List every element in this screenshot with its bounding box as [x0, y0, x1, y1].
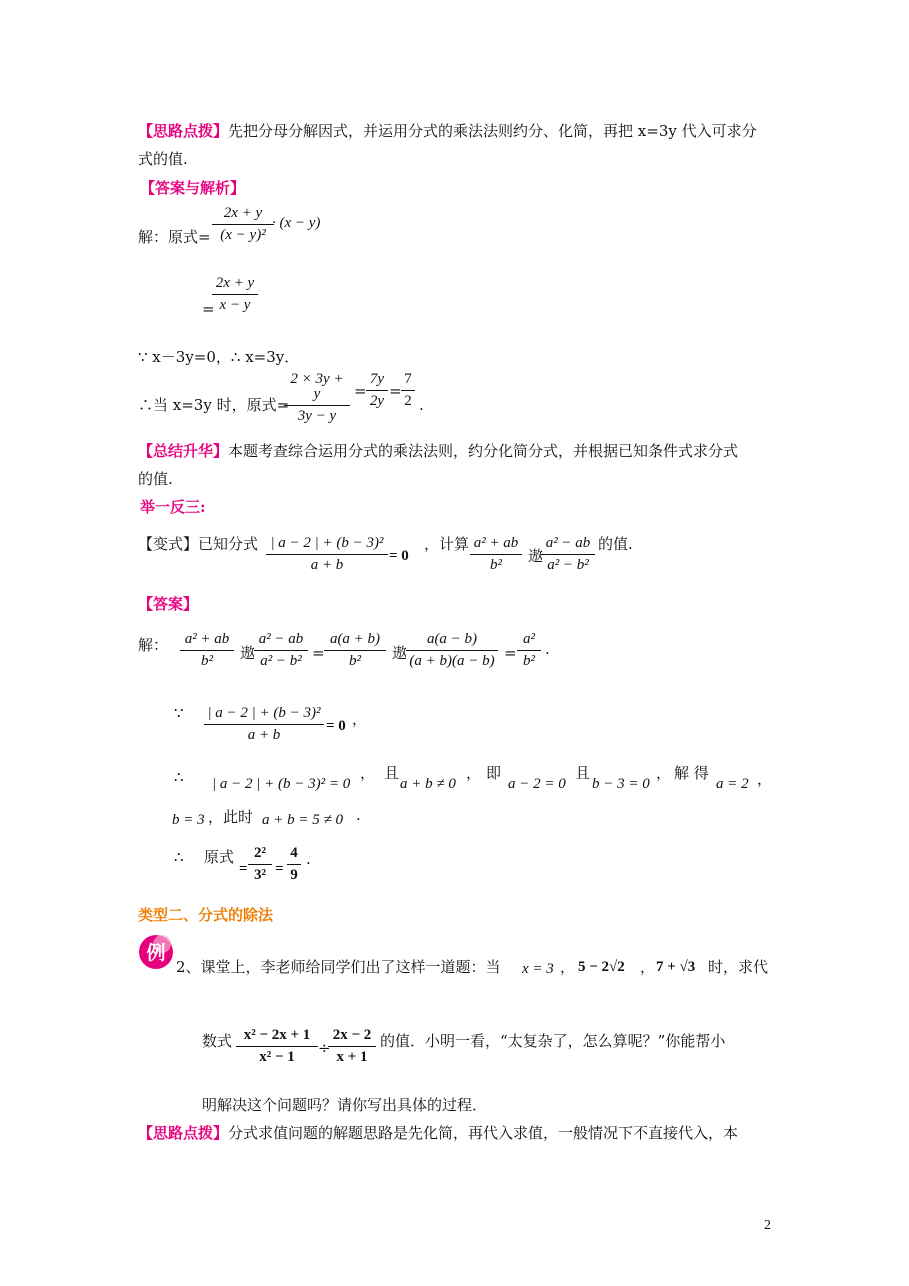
example-line1-a: 2、课堂上，李老师给同学们出了这样一道题：当 — [176, 958, 501, 976]
s2-frac-n — [248, 846, 272, 883]
s2-op1: 遨 — [240, 644, 256, 662]
example-badge-icon — [138, 934, 174, 970]
hint-paragraph-2 — [138, 1126, 738, 1141]
because-line: ∵ x－3y=0，∴ x=3y． — [138, 348, 300, 366]
fraction-5 — [401, 372, 415, 409]
s2-frac-d-num: a(a − b) — [426, 631, 478, 647]
fraction-3 — [284, 372, 350, 424]
s2-frac-e — [517, 632, 541, 669]
fraction-4 — [366, 372, 388, 409]
s2-l-jiede: 解 得 — [674, 764, 709, 782]
therefore-line: ∴当 x=3y 时，原式= — [138, 396, 290, 414]
s2-frac-d — [406, 632, 498, 669]
example-expr-1-den: x² − 1 — [259, 1049, 295, 1065]
s2-eq1: = — [312, 644, 325, 662]
page-number: 2 — [764, 1218, 771, 1233]
s2-l-ji: 即 — [486, 764, 502, 782]
s2-m-dot: · — [356, 810, 361, 828]
s2-frac-a — [180, 632, 234, 669]
hint-text-1: 先把分母分解因式，并运用分式的乘法法则约分、化简，再把 x=3y 代入可求分 — [228, 122, 757, 140]
example-line1-b: 时，求代 — [708, 958, 769, 976]
answer-heading: 【答案】 — [138, 595, 199, 613]
example-expr-1-num: x² − 2x + 1 — [243, 1027, 311, 1043]
s2-frac-b-den: a² − b² — [260, 653, 302, 669]
variant-condition-num: | a − 2 | + (b − 3)² — [270, 535, 384, 551]
example-expr-2 — [328, 1028, 376, 1065]
s2-l-comma1: ， — [360, 764, 376, 782]
s2-frac-k-den: a + b — [247, 727, 281, 743]
example-line3: 明解决这个问题吗？请你写出具体的过程． — [202, 1096, 488, 1114]
example-div: ÷ — [318, 1039, 331, 1057]
variant-frac-2-den: a² − b² — [547, 557, 589, 573]
example-expr-1 — [236, 1028, 318, 1065]
example-x3: x = 3 — [522, 961, 554, 977]
s2-frac-e-den: b² — [523, 653, 535, 669]
s2-l-comma3: ， — [656, 764, 672, 782]
solution-label: 解：原式= — [138, 228, 211, 246]
variant-operator: 遨 — [528, 547, 544, 565]
equals-sign-2: = — [354, 382, 367, 400]
s2-op2: 遨 — [392, 644, 408, 662]
s2-l2: a + b ≠ 0 — [400, 776, 456, 792]
s2-l1: | a − 2 | + (b − 3)² = 0 — [212, 776, 351, 792]
summary-tag: 【总结升华】 — [138, 442, 229, 460]
s2-frac-b-num: a² − ab — [258, 631, 304, 647]
summary-line1 — [138, 444, 738, 459]
fraction-2 — [212, 276, 258, 313]
s2-frac-n2 — [287, 846, 301, 883]
s2-frac-a-den: b² — [201, 653, 213, 669]
hint-tag-2: 【思路点拨】 — [138, 1124, 229, 1142]
fraction-5-num: 7 — [404, 371, 412, 387]
fraction-2-num: 2x + y — [215, 275, 255, 291]
s2-l4: b − 3 = 0 — [592, 776, 650, 792]
hint-paragraph-line2: 式的值. — [138, 150, 188, 168]
s2-l-comma4: ， — [757, 770, 773, 788]
variant-frac-1 — [470, 536, 522, 573]
variant-lead: 【变式】已知分式 — [138, 535, 259, 553]
example-expr-2-num: 2x − 2 — [332, 1027, 372, 1043]
s2-l-qie: 且 — [384, 764, 400, 782]
section-heading-type2: 类型二、分式的除法 — [138, 906, 274, 924]
fraction-1-num: 2x + y — [223, 205, 263, 221]
variant-frac-2 — [541, 536, 595, 573]
summary-text: 本题考查综合运用分式的乘法法则，约分化简分式，并根据已知条件式求分式 — [228, 442, 739, 460]
s2-frac-k — [204, 706, 324, 743]
equals-sign-3: = — [389, 382, 402, 400]
example-c1: ， — [560, 958, 576, 976]
hint-tag: 【思路点拨】 — [138, 122, 229, 140]
s2-m2: a + b = 5 ≠ 0 — [262, 812, 343, 828]
s2-frac-c-den: b² — [349, 653, 361, 669]
answer-analysis-heading: 【答案与解析】 — [140, 179, 246, 197]
example-v2: 5 − 2√2 — [578, 959, 625, 975]
variant-eq0: = 0 — [389, 548, 409, 564]
fraction-1-den: (x − y)² — [220, 227, 266, 243]
fraction-5-den: 2 — [404, 393, 412, 409]
s2-frac-c — [324, 632, 386, 669]
s2-frac-n-den: 3² — [254, 867, 266, 883]
s2-yuanshi: 原式 — [204, 848, 235, 866]
s2-l-qie2: 且 — [575, 764, 591, 782]
s2-frac-c-num: a(a + b) — [329, 631, 381, 647]
s2-m-text: ，此时 — [208, 808, 254, 826]
therefore-symbol: ∴ — [174, 768, 184, 786]
variant-mid: ，计算 — [424, 535, 470, 553]
variant-condition-fraction — [266, 536, 388, 573]
s2-frac-k-num: | a − 2 | + (b − 3)² — [207, 705, 321, 721]
s2-k-eq: = 0 — [326, 718, 346, 734]
variant-frac-1-num: a² + ab — [473, 535, 519, 551]
solution2-label: 解： — [138, 636, 169, 654]
variant-condition-den: a + b — [310, 557, 344, 573]
s2-n-eq: = — [239, 861, 248, 877]
s2-k-comma: ， — [352, 710, 368, 728]
variant-frac-2-num: a² − ab — [545, 535, 591, 551]
fraction-2-den: x − y — [219, 297, 251, 313]
example-line2-b: 的值．小明一看，“太复杂了，怎么算呢？”你能帮小 — [380, 1032, 726, 1050]
example-badge-label: 例 — [146, 942, 166, 964]
multiply-term: · (x − y) — [272, 215, 321, 231]
variant-frac-1-den: b² — [490, 557, 502, 573]
example-c2: ， — [640, 958, 656, 976]
s2-eq2: = — [504, 644, 517, 662]
equals-sign-1: = — [202, 300, 215, 318]
summary-line2: 的值. — [138, 470, 173, 488]
s2-l3: a − 2 = 0 — [508, 776, 566, 792]
s2-frac-a-num: a² + ab — [184, 631, 230, 647]
s2-frac-e-num: a² — [523, 631, 535, 647]
example-shu: 数式 — [202, 1032, 233, 1050]
example-v3: 7 + √3 — [656, 959, 696, 975]
hint-paragraph-line1 — [138, 124, 757, 139]
s2-l-comma2: ， — [466, 764, 482, 782]
fraction-4-num: 7y — [369, 371, 385, 387]
fraction-4-den: 2y — [369, 393, 385, 409]
therefore-symbol-2: ∴ — [174, 848, 184, 866]
s2-frac-n2-den: 9 — [290, 867, 298, 883]
s2-frac-n-num: 2² — [254, 845, 266, 861]
because-symbol: ∵ — [174, 704, 184, 722]
fraction-3-num: 2 × 3y + y — [290, 371, 344, 402]
fraction-1 — [212, 206, 274, 243]
period-1: . — [419, 396, 424, 414]
s2-m1: b = 3 — [172, 812, 205, 828]
s2-frac-n2-num: 4 — [290, 845, 298, 861]
s2-l5: a = 2 — [716, 776, 749, 792]
s2-n-dot: . — [306, 850, 311, 868]
practice-heading: 举一反三: — [140, 498, 206, 516]
hint-text-2: 分式求值问题的解题思路是先化简，再代入求值，一般情况下不直接代入，本 — [228, 1124, 739, 1142]
s2-frac-b — [254, 632, 308, 669]
s2-dot: · — [545, 644, 550, 662]
s2-frac-d-den: (a + b)(a − b) — [409, 653, 495, 669]
example-expr-2-den: x + 1 — [336, 1049, 368, 1065]
variant-tail: 的值. — [598, 535, 633, 553]
s2-n-eq2: = — [275, 861, 284, 877]
fraction-3-den: 3y − y — [297, 408, 337, 424]
